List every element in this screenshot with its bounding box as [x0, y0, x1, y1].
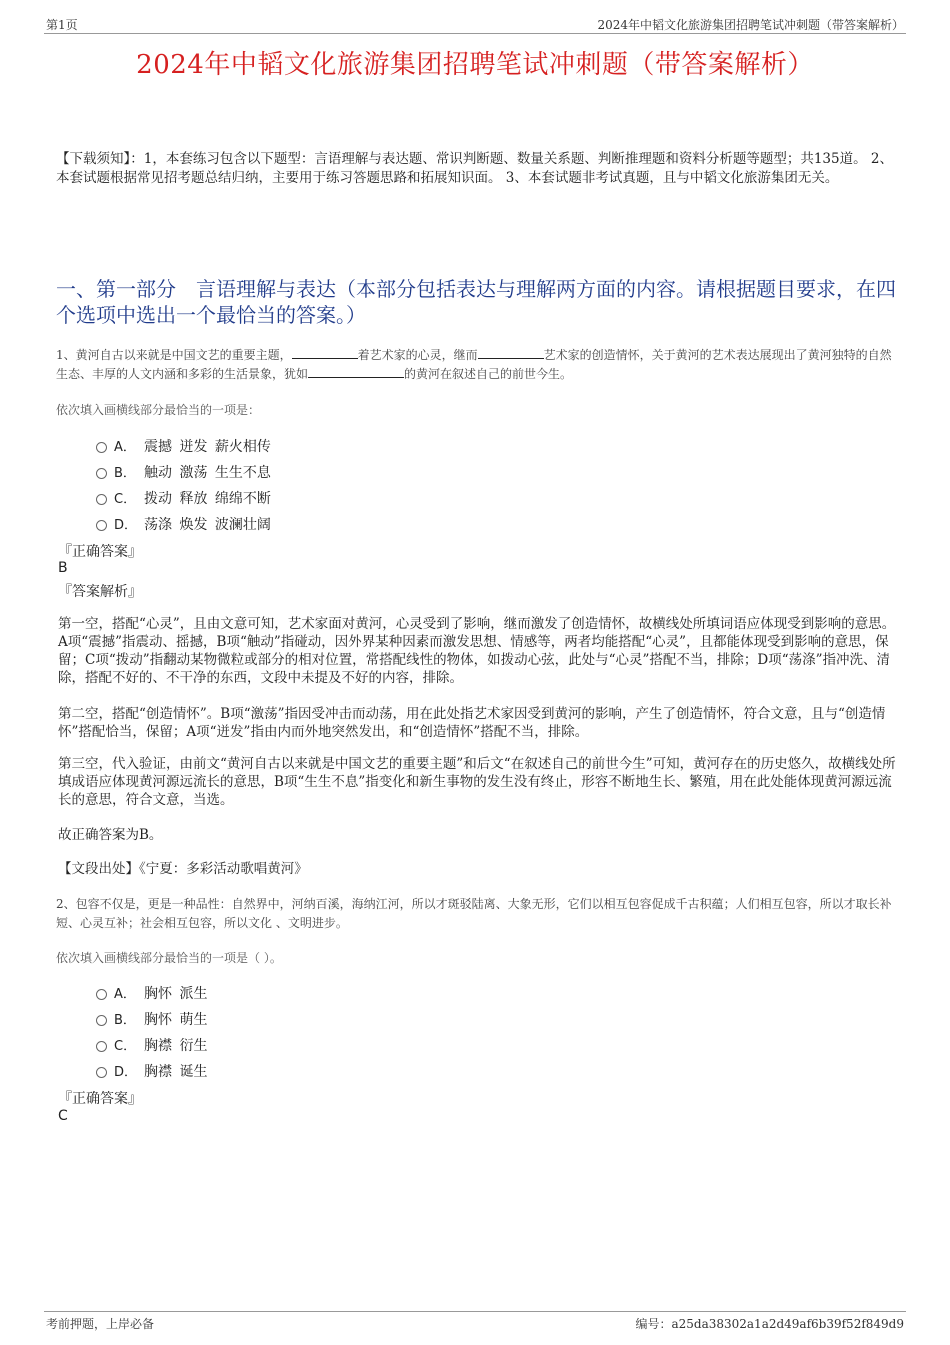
q1-part2: 着艺术家的心灵，继而 — [357, 348, 478, 362]
q1-source: 【文段出处】《宁夏：多彩活动歌唱黄河》 — [58, 861, 308, 877]
footer-slogan: 考前押题，上岸必备 — [46, 1317, 155, 1331]
q2-answer-label: 『正确答案』 — [58, 1091, 142, 1107]
document-serial: 编号：a25da38302a1a2d49af6b39f52f849d9 — [635, 1317, 904, 1331]
q1-analysis-paragraph: 第三空，代入验证，由前文“黄河自古以来就是中国文艺的重要主题”和后文“在叙述自己的前世今生”可知，黄河存在的历史悠久，故横线处所填成语应体现黄河源远流长的意思，B项“生生不息”指变化和新生事物的发生没有终止，形容不断地生长、繁殖，用在此处能体现黄河源远流长的意思，符合文意，当选。 — [58, 756, 896, 808]
q1-blank-1 — [292, 347, 358, 359]
page-footer — [44, 1311, 906, 1333]
q1-answer-label: 『正确答案』 — [58, 544, 142, 560]
q1-analysis-label: 『答案解析』 — [58, 584, 142, 600]
q1-analysis-paragraph: 第二空，搭配“创造情怀”。B项“激荡”指因受冲击而动荡，用在此处指艺术家因受到黄河的影响，产生了创造情怀，符合文意，且与“创造情怀”搭配恰当，保留；A项“迸发”指由内而外地突然发出，和“创造情怀”搭配不当，排除。 — [58, 706, 886, 740]
q1-conclusion: 故正确答案为B。 — [58, 827, 163, 843]
q1-part4: 的黄河在叙述自己的前世今生。 — [404, 367, 573, 381]
question-1-options — [96, 436, 496, 540]
radio-icon[interactable] — [96, 468, 107, 479]
page-header — [44, 14, 906, 34]
q1-option-b[interactable]: B． 触动 激荡 生生不息 — [96, 462, 496, 488]
q1-answer: B — [58, 560, 68, 576]
q2-option-b[interactable]: B． 胸怀 萌生 — [96, 1009, 496, 1035]
running-title: 2024年中韬文化旅游集团招聘笔试冲刺题（带答案解析） — [597, 18, 904, 32]
q2-option-d[interactable]: D． 胸襟 诞生 — [96, 1061, 496, 1087]
question-1-prompt: 依次填入画横线部分最恰当的一项是： — [56, 403, 261, 417]
q1-option-d[interactable]: D． 荡涤 焕发 波澜壮阔 — [96, 514, 496, 540]
q1-part3: 艺术家的创造情怀，关于黄河的艺术表达展现出了黄河独特的自然生态、丰厚的人文内涵和多彩的生活景象，犹如 — [56, 348, 892, 381]
document-title: 2024年中韬文化旅游集团招聘笔试冲刺题（带答案解析） — [136, 50, 814, 80]
question-2-prompt: 依次填入画横线部分最恰当的一项是（ ）。 — [56, 951, 282, 965]
radio-icon[interactable] — [96, 520, 107, 531]
download-notice: 【下载须知】：1，本套练习包含以下题型：言语理解与表达题、常识判断题、数量关系题、判断推理题和资料分析题等题型；共135道。 2、本套试题根据常见招考题总结归纳，主要用于练习答题思路和拓展知识面。 3、本套试题非考试真题，且与中韬文化旅游集团无关。 — [56, 151, 893, 186]
q1-analysis-paragraph: 第一空，搭配“心灵”，且由文意可知，艺术家面对黄河，心灵受到了影响，继而激发了创造情怀，故横线处所填词语应体现受到影响的意思。A项“震撼”指震动、摇撼，B项“触动”指碰动，因外界某种因素而激发思想、情感等，两者均能搭配“心灵”，且都能体现受到影响的意思，保留；C项“拨动”指翻动某物微粒或部分的相对位置，常搭配线性的物体，如拨动心弦，此处与“心灵”搭配不当，排除；D项“荡涤”指冲洗、清除，搭配不好的、不干净的东西，文段中未提及不好的内容，排除。 — [58, 616, 896, 686]
question-2-text: 2、包容不仅是，更是一种品性：自然界中，河纳百溪，海纳江河，所以才斑驳陆离、大象无形，它们以相互包容促成千古积蕴；人们相互包容，所以才取长补短、心灵互补；社会相互包容，所以文化 、文明进步。 — [56, 897, 892, 930]
question-1-text — [56, 346, 898, 384]
radio-icon[interactable] — [96, 1041, 107, 1052]
question-2-options — [96, 983, 496, 1087]
page-number: 第1页 — [46, 18, 78, 32]
q1-blank-3 — [308, 366, 404, 378]
radio-icon[interactable] — [96, 494, 107, 505]
radio-icon[interactable] — [96, 1067, 107, 1078]
q2-option-a[interactable]: A． 胸怀 派生 — [96, 983, 496, 1009]
q1-option-c[interactable]: C． 拨动 释放 绵绵不断 — [96, 488, 496, 514]
radio-icon[interactable] — [96, 1015, 107, 1026]
q2-answer: C — [58, 1108, 68, 1124]
q1-option-a[interactable]: A． 震撼 迸发 薪火相传 — [96, 436, 496, 462]
radio-icon[interactable] — [96, 989, 107, 1000]
section-heading: 一、第一部分 言语理解与表达（本部分包括表达与理解两方面的内容。请根据题目要求，在四个选项中选出一个最恰当的答案。） — [56, 277, 896, 327]
q1-blank-2 — [478, 347, 544, 359]
radio-icon[interactable] — [96, 442, 107, 453]
q1-part1: 1、黄河自古以来就是中国文艺的重要主题， — [56, 348, 292, 362]
q2-option-c[interactable]: C． 胸襟 衍生 — [96, 1035, 496, 1061]
